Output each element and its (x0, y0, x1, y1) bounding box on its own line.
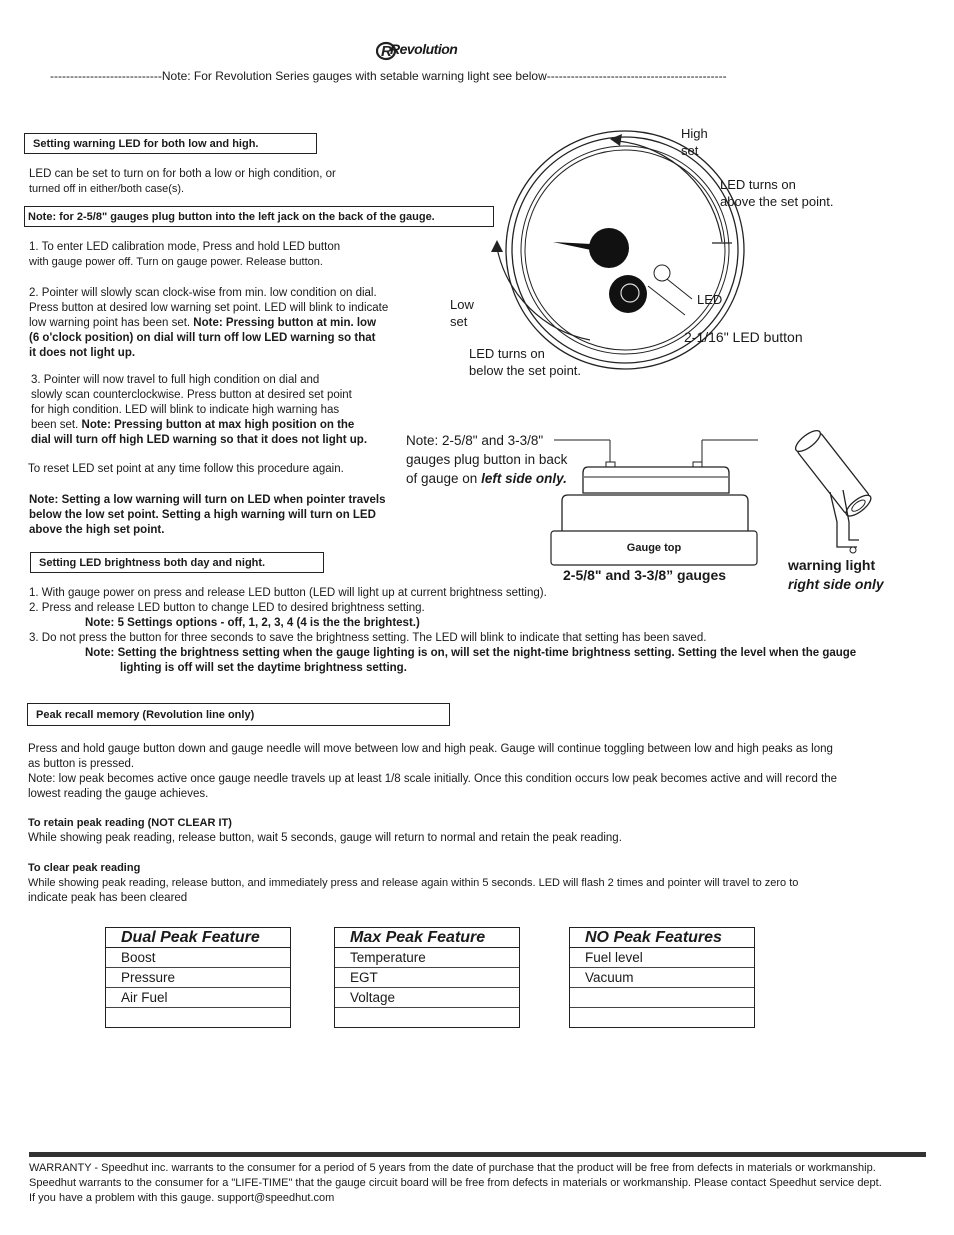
label-line: below the set point. (469, 363, 582, 378)
step-3 (31, 373, 426, 448)
brightness-line: 2. Press and release LED button to change LED to desired brightness setting. (29, 602, 425, 614)
label-line: Low (450, 297, 474, 312)
step-note: Note: Pressing button at min. low (193, 317, 377, 329)
retain-title: To retain peak reading (NOT CLEAR IT) (28, 817, 232, 829)
peak-line: as button is pressed. (28, 758, 135, 770)
plug-note (406, 431, 567, 488)
brightness-steps (29, 586, 929, 676)
label-line: LED turns on (469, 346, 545, 361)
step-line (29, 346, 424, 361)
led-label: LED (697, 292, 723, 307)
brightness-line: 3. Do not press the button for three seconds to save the brightness setting. The LED will blink to indicate that setting has been saved. (29, 632, 707, 644)
footer-rule (29, 1152, 926, 1157)
note-line: below the low set point. Setting a high warning will turn on LED (29, 509, 376, 521)
high-set-label (681, 125, 708, 159)
reset-text: To reset LED set point at any time follow this procedure again. (28, 463, 344, 475)
section1-intro (29, 167, 409, 197)
step-2 (29, 286, 424, 361)
label-line: set (681, 143, 699, 158)
label-line: set (450, 314, 468, 329)
low-set-arrow (485, 240, 625, 350)
step-line: for high condition. LED will blink to indicate high warning has (31, 404, 340, 416)
table-row (570, 988, 754, 1008)
peak-line: Note: low peak becomes active once gauge needle travels up at least 1/8 scale initially. Once this condition occurs low peak becomes active and will record the (28, 773, 838, 785)
table-row: Boost (106, 948, 290, 968)
revolution-logo (376, 40, 488, 62)
intro-line: turned off in either/both case(s). (29, 183, 185, 195)
warning-note (29, 493, 429, 538)
step-line: 1. To enter LED calibration mode, Press and hold LED button (29, 241, 341, 253)
retain-peak (28, 816, 928, 846)
step-note: dial will turn off high LED warning so that it does not light up. (31, 434, 368, 446)
warning-light-diagram (785, 422, 895, 557)
table-title: NO Peak Features (570, 928, 754, 948)
warranty-line: Speedhut warrants to the consumer for a "LIFE-TIME" that the gauge circuit board will be free from defects in materials or workmanship. Please contact Speedhut service dept. (29, 1177, 882, 1189)
step-note: it does not light up. (29, 347, 136, 359)
label-line: above the set point. (720, 194, 834, 209)
clear-title: To clear peak reading (28, 862, 141, 874)
table-row: Voltage (335, 988, 519, 1008)
table-row: Vacuum (570, 968, 754, 988)
note-box-plug-button: Note: for 2-5/8" gauges plug button into the left jack on the back of the gauge. (24, 206, 494, 227)
series-note-line: ----------------------------Note: For Revolution Series gauges with setable warning light see below--------------------------------------------- (50, 69, 727, 83)
retain-text: While showing peak reading, release button, wait 5 seconds, gauge will return to normal and retain the peak reading. (28, 832, 622, 844)
clear-peak (28, 861, 928, 906)
max-peak-table (334, 927, 520, 1028)
no-peak-table (569, 927, 755, 1028)
brightness-note: Note: 5 Settings options - off, 1, 2, 3, 4 (4 is the the brightest.) (85, 617, 420, 629)
gauge-top-label: Gauge top (626, 542, 682, 554)
warranty-line: If you have a problem with this gauge. support@speedhut.com (29, 1192, 335, 1204)
clear-text: indicate peak has been cleared (28, 892, 188, 904)
table-title: Dual Peak Feature (106, 928, 290, 948)
table-title: Max Peak Feature (335, 928, 519, 948)
step-note: (6 o'clock position) on dial will turn off low LED warning so that (29, 332, 376, 344)
note-line (406, 469, 567, 488)
logo-text: Revolution (390, 41, 458, 57)
step-text: low warning point has been set. (29, 317, 194, 329)
brightness-line: 1. With gauge power on press and release LED button (LED will light up at current brightness setting). (29, 587, 547, 599)
step-1 (29, 240, 419, 270)
low-set-label (450, 296, 474, 330)
step-line: 2. Pointer will slowly scan clock-wise from min. low condition on dial. (29, 287, 377, 299)
section-header-peak-recall: Peak recall memory (Revolution line only) (27, 703, 450, 726)
step-line (31, 418, 426, 433)
svg-text:R: R (381, 43, 392, 60)
step-line: slowly scan counterclockwise. Press button at desired set point (31, 389, 352, 401)
diagram1-leader-lines (640, 270, 700, 320)
table-row: Temperature (335, 948, 519, 968)
note-line: above the high set point. (29, 524, 165, 536)
led-on-below-label (469, 345, 581, 379)
peak-line: Press and hold gauge button down and gauge needle will move between low and high peak. Gauge will continue toggling between low and high peaks as long (28, 743, 833, 755)
clear-text: While showing peak reading, release button, and immediately press and release again within 5 seconds. LED will flash 2 times and pointer will travel to zero to (28, 877, 799, 889)
label-line: warning light (788, 557, 876, 573)
section-header-warning-led: Setting warning LED for both low and high. (24, 133, 317, 154)
table-row (335, 1008, 519, 1027)
warranty-text (29, 1161, 929, 1206)
high-set-arrow (600, 125, 740, 255)
led-on-above-label (720, 176, 833, 210)
peak-line: lowest reading the gauge achieves. (28, 788, 209, 800)
table-row: Pressure (106, 968, 290, 988)
step-text: been set. (31, 419, 82, 431)
label-line: High (681, 126, 708, 141)
gauges-caption: 2-5/8" and 3-3/8” gauges (563, 567, 727, 583)
note-line: gauges plug button in back (406, 452, 568, 467)
note-line: Note: Setting a low warning will turn on LED when pointer travels (29, 494, 386, 506)
note-line: Note: 2-5/8" and 3-3/8" (406, 433, 544, 448)
table-row (106, 1008, 290, 1027)
step-line: 3. Pointer will now travel to full high condition on dial and (31, 374, 320, 386)
note-text: of gauge on (406, 471, 482, 486)
label-line: right side only (788, 576, 884, 592)
step-note: Note: Pressing button at max high position on the (81, 419, 355, 431)
brightness-note: Note: Setting the brightness setting when the gauge lighting is on, will set the night-time brightness setting. Setting the level when the gauge (85, 647, 857, 659)
section-header-brightness: Setting LED brightness both day and night. (30, 552, 324, 573)
intro-line: LED can be set to turn on for both a low or high condition, or (29, 168, 336, 180)
table-row: Air Fuel (106, 988, 290, 1008)
step-line (29, 316, 424, 331)
table-row (570, 1008, 754, 1027)
peak-recall-text (28, 742, 928, 802)
dual-peak-table (105, 927, 291, 1028)
brightness-note: lighting is off will set the daytime brightness setting. (120, 662, 407, 674)
step-line: Press button at desired low warning set point. LED will blink to indicate (29, 302, 389, 314)
table-row: Fuel level (570, 948, 754, 968)
label-line: LED turns on (720, 177, 796, 192)
led-button-label: 2-1/16" LED button (684, 329, 803, 345)
step-line (31, 433, 426, 448)
note-emphasis: left side only. (481, 471, 567, 486)
step-line: with gauge power off. Turn on gauge power. Release button. (29, 256, 323, 268)
table-row: EGT (335, 968, 519, 988)
step-line (29, 331, 424, 346)
warranty-line: WARRANTY - Speedhut inc. warrants to the consumer for a period of 5 years from the date of purchase that the product will be free from defects in materials or workmanship. (29, 1162, 876, 1174)
